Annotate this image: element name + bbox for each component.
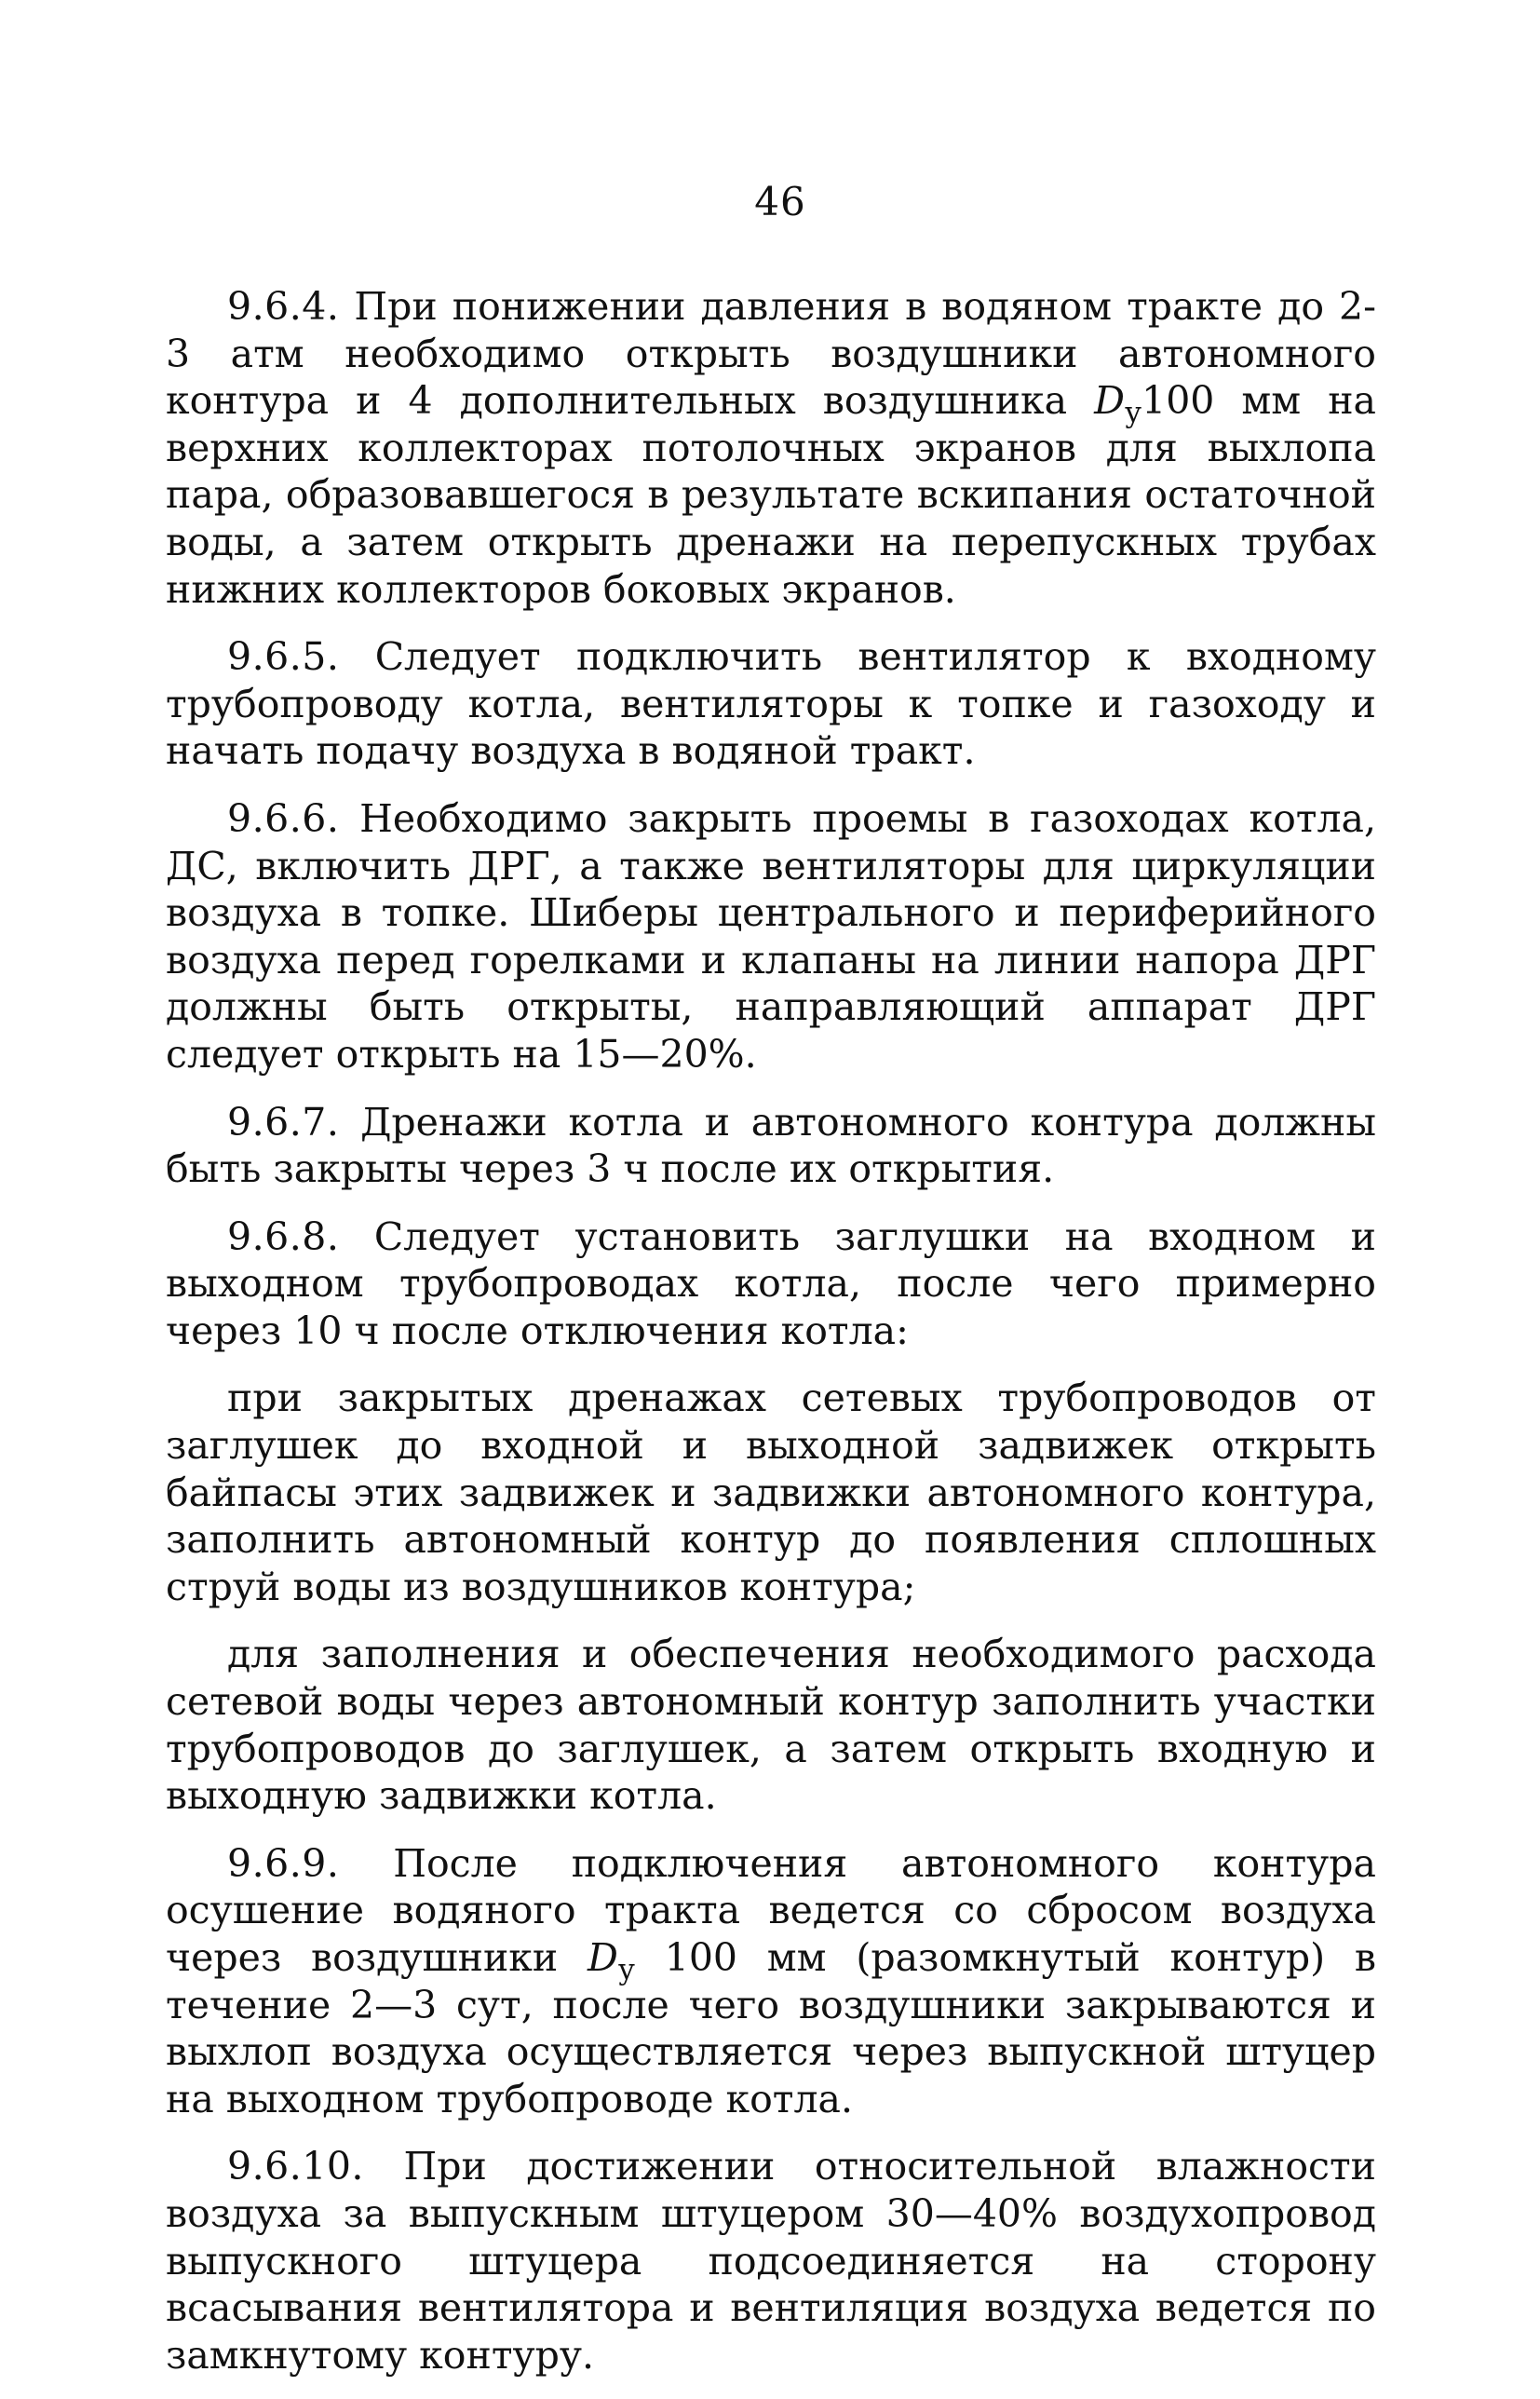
paragraph-text: Необходимо закрыть проемы в газоходах котла, ДС, включить ДРГ, а также вентиляторы для циркуляции воздуха в топке. Шиберы центрального и периферийного воздуха перед горелками и клапаны на линии напора ДРГ должны быть открыты, направляющий аппарат ДРГ следует открыть на 15—20%. xyxy=(166,795,1376,1077)
paragraph-text-part: После подключения автономного контура осушение водяного тракта ведется со сбросом воздуха через воздушники xyxy=(166,1840,1376,1980)
paragraph-9-6-4 xyxy=(166,283,1376,613)
paragraph-text-part: При понижении давления в водяном тракте до 2-3 атм необходимо открыть воздушники автономного контура и 4 дополнительных воздушника xyxy=(166,284,1376,424)
paragraph-9-6-8-item-1 xyxy=(166,1375,1376,1610)
diameter-symbol: D xyxy=(1094,378,1126,424)
paragraph-9-6-5 xyxy=(166,633,1376,775)
paragraph-number: 9.6.6. xyxy=(227,795,340,841)
paragraph-number: 9.6.5. xyxy=(227,634,340,680)
paragraph-9-6-10 xyxy=(166,2143,1376,2379)
paragraph-text: При достижении относительной влажности воздуха за выпускным штуцером 30—40% воздухопровод выпускного штуцера подсоединяется на сторону всасывания вентилятора и вентиляция воздуха ведется по замкнутому контуру. xyxy=(166,2144,1376,2378)
paragraph-number: 9.6.4. xyxy=(227,284,340,329)
paragraph-9-6-9 xyxy=(166,1840,1376,2123)
paragraph-number: 9.6.7. xyxy=(227,1099,340,1145)
document-page xyxy=(166,179,1377,2399)
paragraph-text: для заполнения и обеспечения необходимого расхода сетевой воды через автономный контур заполнить участки трубопроводов до заглушек, а затем открыть входную и выходную задвижки котла. xyxy=(166,1632,1376,1819)
paragraph-text: Дренажи котла и автономного контура должны быть закрыты через 3 ч после их открытия. xyxy=(166,1099,1376,1192)
diameter-subscript: у xyxy=(1125,396,1142,430)
paragraph-number: 9.6.9. xyxy=(227,1840,340,1886)
paragraph-text-part: 100 мм (разомкнутый контур) в течение 2—3 сут, после чего воздушники закрываются и выхлоп воздуха осуществляется через выпускной штуцер на выходном трубопроводе котла. xyxy=(166,1935,1376,2121)
diameter-symbol: D xyxy=(588,1935,618,1980)
paragraph-number: 9.6.10. xyxy=(227,2144,364,2189)
paragraph-9-6-6 xyxy=(166,795,1376,1078)
paragraph-text: Следует установить заглушки на входном и выходном трубопроводах котла, после чего примерно через 10 ч после отключения котла: xyxy=(166,1213,1376,1353)
paragraph-9-6-7 xyxy=(166,1099,1376,1193)
paragraph-9-6-8 xyxy=(166,1213,1376,1355)
paragraph-text: при закрытых дренажах сетевых трубопроводов от заглушек до входной и выходной задвижек открыть байпасы этих задвижек и задвижки автономного контура, заполнить автономный контур до появления сплошных струй воды из воздушников контура; xyxy=(166,1376,1376,1609)
page-number: 46 xyxy=(754,179,806,224)
paragraph-text: Следует подключить вентилятор к входному трубопроводу котла, вентиляторы к топке и газоходу и начать подачу воздуха в водяной тракт. xyxy=(166,634,1376,774)
diameter-subscript: у xyxy=(617,1953,635,1987)
paragraph-number: 9.6.8. xyxy=(227,1213,340,1259)
paragraph-9-6-8-item-2 xyxy=(166,1631,1376,1819)
paragraph-text-part: 100 мм на верхних коллекторах потолочных экранов для выхлопа пара, образовавшегося в результате вскипания остаточной воды, а затем открыть дренажи на перепускных трубах нижних коллекторов боковых экранов. xyxy=(166,378,1377,612)
